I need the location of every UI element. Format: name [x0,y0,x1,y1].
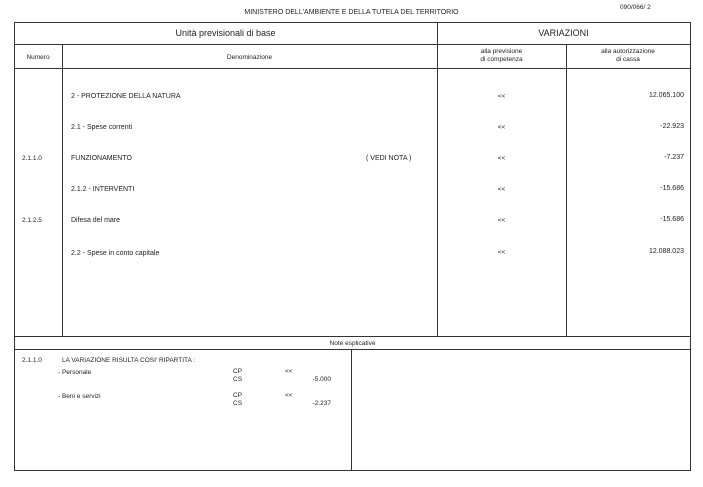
notes-item-cs-label: CS [233,376,243,383]
denominazione-column-divider [62,44,63,336]
row-cassa: 12.088.023 [648,248,684,255]
ministry-title: MINISTERO DELL'AMBIENTE E DELLA TUTELA DEL TERRITORIO [244,9,459,16]
notes-item-cs-value: -2.237 [312,400,331,407]
row-competenza: << [497,155,506,162]
row-cassa: -22.923 [660,123,684,130]
page-number: 090/066/ 2 [620,4,651,11]
row-competenza: << [497,124,506,131]
section-title: Unità previsionali di base [175,28,276,38]
notes-heading: LA VARIAZIONE RISULTA COSI' RIPARTITA : [62,357,196,364]
notes-item-cs-value: -5.000 [312,376,331,383]
table-bottom-border [14,336,691,337]
notes-item-label: - Personale [58,369,92,376]
col-header-numero: Numero [26,54,50,61]
notes-item-cp-label: CP [233,368,243,375]
frame-top-border [14,22,691,23]
frame-left-border [14,22,15,471]
row-cassa: -15.686 [660,185,684,192]
notes-item-cp-label: CP [233,392,243,399]
notes-item-cs-label: CS [233,400,243,407]
notes-vertical-divider [351,349,352,471]
row-denominazione: 2 - PROTEZIONE DELLA NATURA [71,93,181,100]
col-header-cassa: alla autorizzazione di cassa [601,48,655,63]
row-competenza: << [497,93,506,100]
row-competenza: << [497,217,506,224]
variazioni-title: VARIAZIONI [538,28,589,38]
col-header-competenza: alla previsione di competenza [480,48,523,63]
row-cassa: 12.065.100 [648,92,684,99]
row-denominazione: 2.1.2 - INTERVENTI [71,186,135,193]
row-numero: 2.1.2.5 [22,217,42,224]
notes-title: Note esplicative [329,340,376,347]
row-competenza: << [497,186,506,193]
column-header-divider [14,68,691,69]
frame-bottom-border [14,470,691,471]
frame-right-border [690,22,691,471]
notes-item-cp-value: << [285,368,293,375]
notes-title-divider [14,349,691,350]
row-numero: 2.1.1.0 [22,155,42,162]
row-nota: ( VEDI NOTA ) [366,155,412,162]
row-denominazione: Difesa del mare [71,217,121,224]
col-header-denominazione: Denominazione [226,54,273,61]
notes-item-label: - Beni e servizi [58,393,101,400]
variazioni-divider [437,22,438,336]
row-cassa: -7.237 [664,154,684,161]
notes-item-cp-value: << [285,392,293,399]
row-cassa: -15.686 [660,216,684,223]
header-row-divider [14,44,691,45]
row-competenza: << [497,249,506,256]
row-denominazione: 2.2 - Spese in conto capitale [71,250,160,257]
notes-ref-number: 2.1.1.0 [22,357,42,364]
row-denominazione: 2.1 - Spese correnti [71,124,133,131]
row-denominazione: FUNZIONAMENTO [71,155,132,162]
